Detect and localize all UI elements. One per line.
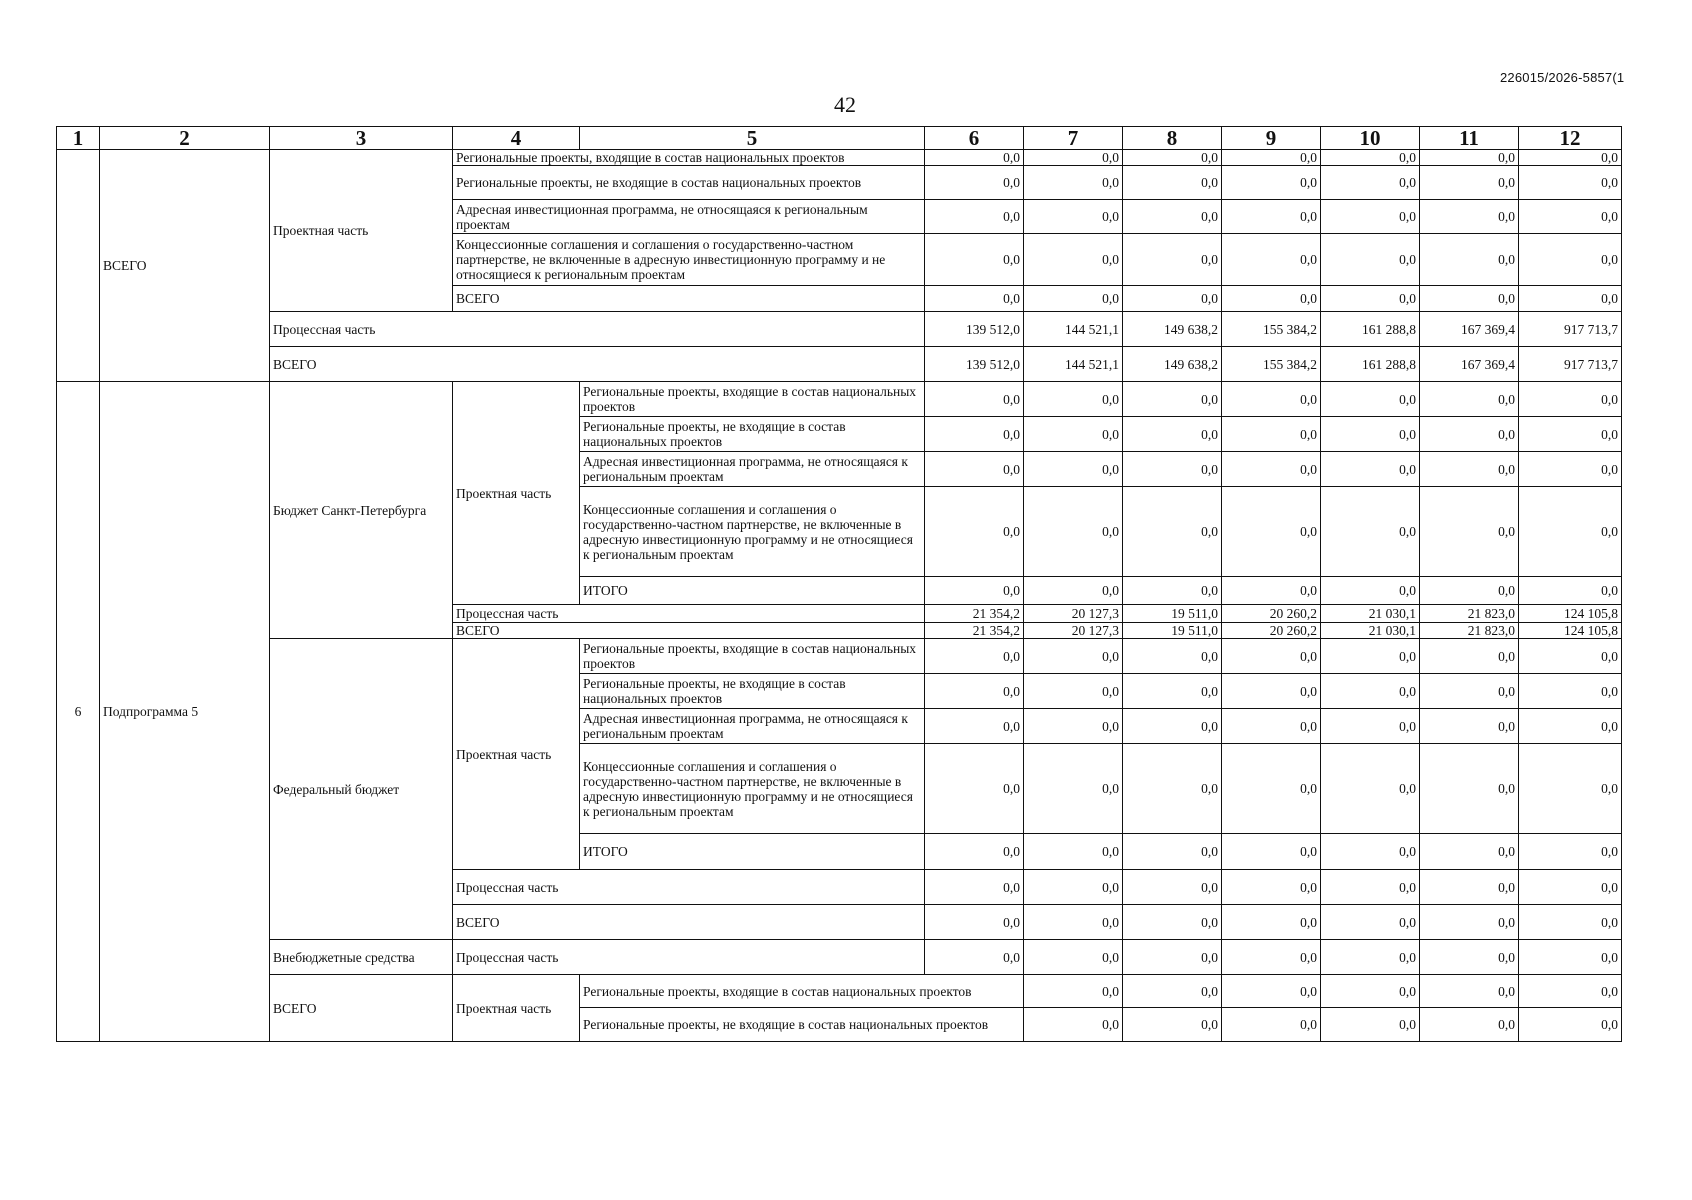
value-cell: 0,0 bbox=[1024, 382, 1123, 417]
value-cell: 0,0 bbox=[1222, 870, 1321, 905]
proektnaya-label: Проектная часть bbox=[453, 639, 580, 870]
value-cell: 0,0 bbox=[1321, 286, 1420, 312]
processnaya-label: Процессная часть bbox=[453, 605, 925, 623]
table-row bbox=[57, 639, 1622, 674]
value-cell: 19 511,0 bbox=[1123, 623, 1222, 639]
value-cell: 0,0 bbox=[1321, 709, 1420, 744]
value-cell: 0,0 bbox=[1519, 744, 1622, 834]
value-cell: 0,0 bbox=[1420, 150, 1519, 166]
value-cell: 0,0 bbox=[1024, 487, 1123, 577]
value-cell: 19 511,0 bbox=[1123, 605, 1222, 623]
value-cell: 155 384,2 bbox=[1222, 347, 1321, 382]
proektnaya-label: Проектная часть bbox=[270, 150, 453, 312]
value-cell: 167 369,4 bbox=[1420, 312, 1519, 347]
value-cell: 0,0 bbox=[1321, 870, 1420, 905]
value-cell: 0,0 bbox=[1519, 940, 1622, 975]
value-cell: 0,0 bbox=[1222, 487, 1321, 577]
value-cell: 0,0 bbox=[925, 150, 1024, 166]
value-cell: 167 369,4 bbox=[1420, 347, 1519, 382]
value-cell: 0,0 bbox=[1519, 286, 1622, 312]
value-cell: 0,0 bbox=[1024, 905, 1123, 940]
value-cell: 0,0 bbox=[1321, 744, 1420, 834]
value-cell: 0,0 bbox=[1420, 905, 1519, 940]
value-cell: 0,0 bbox=[1024, 870, 1123, 905]
value-cell: 917 713,7 bbox=[1519, 312, 1622, 347]
value-cell: 0,0 bbox=[1123, 200, 1222, 234]
value-cell: 0,0 bbox=[1321, 1008, 1420, 1042]
value-cell: 0,0 bbox=[1123, 286, 1222, 312]
value-cell: 0,0 bbox=[1024, 834, 1123, 870]
value-cell: 0,0 bbox=[925, 417, 1024, 452]
column-header: 12 bbox=[1519, 127, 1622, 150]
value-cell: 0,0 bbox=[1222, 1008, 1321, 1042]
aip-label: Адресная инвестиционная программа, не относящаяся к региональным проектам bbox=[580, 709, 925, 744]
concession-label: Концессионные соглашения и соглашения о государственно-частном партнерстве, не включенные в адресную инвестиционную программу и не относящиеся к региональным проектам bbox=[453, 234, 925, 286]
value-cell: 0,0 bbox=[1222, 577, 1321, 605]
column-header: 2 bbox=[100, 127, 270, 150]
table-row bbox=[57, 975, 1622, 1008]
value-cell: 139 512,0 bbox=[925, 347, 1024, 382]
value-cell: 0,0 bbox=[1222, 417, 1321, 452]
value-cell: 0,0 bbox=[925, 487, 1024, 577]
value-cell: 0,0 bbox=[1123, 150, 1222, 166]
value-cell: 21 354,2 bbox=[925, 623, 1024, 639]
value-cell: 0,0 bbox=[1222, 200, 1321, 234]
value-cell: 0,0 bbox=[1321, 417, 1420, 452]
value-cell: 21 030,1 bbox=[1321, 623, 1420, 639]
value-cell: 0,0 bbox=[925, 286, 1024, 312]
vsego-label: ВСЕГО bbox=[453, 623, 925, 639]
value-cell: 0,0 bbox=[1123, 382, 1222, 417]
value-cell: 0,0 bbox=[1519, 150, 1622, 166]
value-cell: 0,0 bbox=[925, 382, 1024, 417]
value-cell: 124 105,8 bbox=[1519, 623, 1622, 639]
value-cell: 0,0 bbox=[1222, 975, 1321, 1008]
value-cell: 0,0 bbox=[1123, 905, 1222, 940]
value-cell: 0,0 bbox=[1123, 166, 1222, 200]
vsego-label: ВСЕГО bbox=[453, 286, 925, 312]
value-cell: 0,0 bbox=[1024, 234, 1123, 286]
value-cell: 0,0 bbox=[1519, 639, 1622, 674]
value-cell: 0,0 bbox=[1024, 1008, 1123, 1042]
column-header: 10 bbox=[1321, 127, 1420, 150]
value-cell: 0,0 bbox=[1024, 150, 1123, 166]
row-number-cell bbox=[57, 150, 100, 382]
column-header: 1 bbox=[57, 127, 100, 150]
aip-label: Адресная инвестиционная программа, не относящаяся к региональным проектам bbox=[453, 200, 925, 234]
value-cell: 0,0 bbox=[1321, 234, 1420, 286]
value-cell: 0,0 bbox=[1321, 166, 1420, 200]
value-cell: 0,0 bbox=[925, 905, 1024, 940]
value-cell: 0,0 bbox=[1123, 452, 1222, 487]
value-cell: 0,0 bbox=[1420, 744, 1519, 834]
value-cell: 149 638,2 bbox=[1123, 312, 1222, 347]
value-cell: 0,0 bbox=[1321, 674, 1420, 709]
value-cell: 0,0 bbox=[1024, 709, 1123, 744]
value-cell: 0,0 bbox=[1024, 975, 1123, 1008]
column-header: 5 bbox=[580, 127, 925, 150]
value-cell: 139 512,0 bbox=[925, 312, 1024, 347]
value-cell: 0,0 bbox=[925, 674, 1024, 709]
value-cell: 124 105,8 bbox=[1519, 605, 1622, 623]
value-cell: 0,0 bbox=[1420, 452, 1519, 487]
budget-fed-label: Федеральный бюджет bbox=[270, 639, 453, 940]
value-cell: 149 638,2 bbox=[1123, 347, 1222, 382]
value-cell: 0,0 bbox=[1420, 870, 1519, 905]
value-cell: 0,0 bbox=[1519, 417, 1622, 452]
vsego-label: ВСЕГО bbox=[453, 905, 925, 940]
value-cell: 0,0 bbox=[1519, 452, 1622, 487]
value-cell: 0,0 bbox=[1519, 709, 1622, 744]
value-cell: 0,0 bbox=[1420, 417, 1519, 452]
value-cell: 0,0 bbox=[1519, 975, 1622, 1008]
value-cell: 0,0 bbox=[1420, 674, 1519, 709]
rp-out-label: Региональные проекты, не входящие в состав национальных проектов bbox=[453, 166, 925, 200]
value-cell: 0,0 bbox=[1123, 975, 1222, 1008]
value-cell: 0,0 bbox=[1222, 150, 1321, 166]
value-cell: 0,0 bbox=[1123, 234, 1222, 286]
value-cell: 0,0 bbox=[1024, 940, 1123, 975]
rp-in-label: Региональные проекты, входящие в состав национальных проектов bbox=[580, 639, 925, 674]
proektnaya-label: Проектная часть bbox=[453, 975, 580, 1042]
value-cell: 0,0 bbox=[1024, 452, 1123, 487]
value-cell: 20 127,3 bbox=[1024, 623, 1123, 639]
table-row bbox=[57, 382, 1622, 417]
value-cell: 0,0 bbox=[1519, 674, 1622, 709]
value-cell: 0,0 bbox=[925, 452, 1024, 487]
value-cell: 0,0 bbox=[925, 709, 1024, 744]
value-cell: 0,0 bbox=[1024, 200, 1123, 234]
value-cell: 0,0 bbox=[1123, 639, 1222, 674]
value-cell: 144 521,1 bbox=[1024, 347, 1123, 382]
value-cell: 0,0 bbox=[1024, 417, 1123, 452]
value-cell: 0,0 bbox=[1420, 200, 1519, 234]
value-cell: 0,0 bbox=[1123, 674, 1222, 709]
value-cell: 0,0 bbox=[1222, 234, 1321, 286]
value-cell: 0,0 bbox=[925, 234, 1024, 286]
value-cell: 0,0 bbox=[1321, 639, 1420, 674]
value-cell: 0,0 bbox=[925, 200, 1024, 234]
value-cell: 0,0 bbox=[1519, 834, 1622, 870]
value-cell: 0,0 bbox=[925, 639, 1024, 674]
proektnaya-label: Проектная часть bbox=[453, 382, 580, 605]
column-header: 11 bbox=[1420, 127, 1519, 150]
value-cell: 0,0 bbox=[1123, 487, 1222, 577]
value-cell: 0,0 bbox=[1321, 905, 1420, 940]
budget-spb-label: Бюджет Санкт-Петербурга bbox=[270, 382, 453, 639]
value-cell: 0,0 bbox=[1420, 639, 1519, 674]
value-cell: 0,0 bbox=[1024, 639, 1123, 674]
subprogram-label: Подпрограмма 5 bbox=[100, 382, 270, 1042]
value-cell: 0,0 bbox=[1024, 577, 1123, 605]
value-cell: 0,0 bbox=[1321, 834, 1420, 870]
value-cell: 20 260,2 bbox=[1222, 623, 1321, 639]
value-cell: 0,0 bbox=[925, 577, 1024, 605]
value-cell: 0,0 bbox=[1123, 1008, 1222, 1042]
value-cell: 20 127,3 bbox=[1024, 605, 1123, 623]
value-cell: 155 384,2 bbox=[1222, 312, 1321, 347]
processnaya-label: Процессная часть bbox=[453, 940, 925, 975]
value-cell: 0,0 bbox=[1024, 286, 1123, 312]
value-cell: 0,0 bbox=[1321, 487, 1420, 577]
value-cell: 0,0 bbox=[1024, 674, 1123, 709]
value-cell: 0,0 bbox=[1420, 940, 1519, 975]
table-row bbox=[57, 312, 1622, 347]
column-header: 9 bbox=[1222, 127, 1321, 150]
value-cell: 0,0 bbox=[1123, 577, 1222, 605]
value-cell: 0,0 bbox=[1519, 487, 1622, 577]
value-cell: 0,0 bbox=[1519, 905, 1622, 940]
value-cell: 21 030,1 bbox=[1321, 605, 1420, 623]
value-cell: 21 354,2 bbox=[925, 605, 1024, 623]
itogo-label: ИТОГО bbox=[580, 577, 925, 605]
value-cell: 0,0 bbox=[1420, 487, 1519, 577]
value-cell: 0,0 bbox=[1123, 417, 1222, 452]
value-cell: 161 288,8 bbox=[1321, 312, 1420, 347]
column-header: 7 bbox=[1024, 127, 1123, 150]
value-cell: 0,0 bbox=[1519, 870, 1622, 905]
column-header: 3 bbox=[270, 127, 453, 150]
value-cell: 0,0 bbox=[1420, 234, 1519, 286]
value-cell: 0,0 bbox=[1420, 286, 1519, 312]
value-cell: 0,0 bbox=[1321, 577, 1420, 605]
value-cell: 0,0 bbox=[1321, 150, 1420, 166]
program-label: ВСЕГО bbox=[100, 150, 270, 382]
rp-out-label: Региональные проекты, не входящие в состав национальных проектов bbox=[580, 674, 925, 709]
value-cell: 0,0 bbox=[1519, 234, 1622, 286]
table-row bbox=[57, 940, 1622, 975]
row-number-cell: 6 bbox=[57, 382, 100, 1042]
value-cell: 0,0 bbox=[925, 834, 1024, 870]
value-cell: 0,0 bbox=[1321, 940, 1420, 975]
aip-label: Адресная инвестиционная программа, не относящаяся к региональным проектам bbox=[580, 452, 925, 487]
rp-in-label: Региональные проекты, входящие в состав национальных проектов bbox=[453, 150, 925, 166]
value-cell: 0,0 bbox=[925, 940, 1024, 975]
column-header: 8 bbox=[1123, 127, 1222, 150]
value-cell: 0,0 bbox=[1222, 709, 1321, 744]
value-cell: 0,0 bbox=[1519, 200, 1622, 234]
header-row bbox=[57, 127, 1622, 150]
value-cell: 0,0 bbox=[1222, 905, 1321, 940]
value-cell: 0,0 bbox=[1123, 744, 1222, 834]
rp-out-label: Региональные проекты, не входящие в состав национальных проектов bbox=[580, 417, 925, 452]
value-cell: 0,0 bbox=[1123, 870, 1222, 905]
table-row bbox=[57, 347, 1622, 382]
rp-in-label: Региональные проекты, входящие в состав национальных проектов bbox=[580, 975, 1024, 1008]
value-cell: 0,0 bbox=[1420, 834, 1519, 870]
processnaya-label: Процессная часть bbox=[453, 870, 925, 905]
value-cell: 0,0 bbox=[1222, 639, 1321, 674]
value-cell: 20 260,2 bbox=[1222, 605, 1321, 623]
value-cell: 0,0 bbox=[1222, 834, 1321, 870]
value-cell: 0,0 bbox=[1420, 709, 1519, 744]
concession-label: Концессионные соглашения и соглашения о государственно-частном партнерстве, не включенные в адресную инвестиционную программу и не относящиеся к региональным проектам bbox=[580, 487, 925, 577]
value-cell: 161 288,8 bbox=[1321, 347, 1420, 382]
value-cell: 0,0 bbox=[1321, 382, 1420, 417]
value-cell: 0,0 bbox=[1519, 1008, 1622, 1042]
value-cell: 0,0 bbox=[1420, 1008, 1519, 1042]
value-cell: 0,0 bbox=[1420, 382, 1519, 417]
value-cell: 0,0 bbox=[1321, 975, 1420, 1008]
rp-in-label: Региональные проекты, входящие в состав национальных проектов bbox=[580, 382, 925, 417]
itogo-label: ИТОГО bbox=[580, 834, 925, 870]
value-cell: 0,0 bbox=[1024, 744, 1123, 834]
value-cell: 21 823,0 bbox=[1420, 623, 1519, 639]
value-cell: 0,0 bbox=[1519, 382, 1622, 417]
value-cell: 0,0 bbox=[1519, 166, 1622, 200]
value-cell: 0,0 bbox=[1123, 709, 1222, 744]
budget-extra-label: Внебюджетные средства bbox=[270, 940, 453, 975]
value-cell: 917 713,7 bbox=[1519, 347, 1622, 382]
value-cell: 0,0 bbox=[1519, 577, 1622, 605]
rp-out-label: Региональные проекты, не входящие в состав национальных проектов bbox=[580, 1008, 1024, 1042]
program-label: ВСЕГО bbox=[270, 975, 453, 1042]
concession-label: Концессионные соглашения и соглашения о государственно-частном партнерстве, не включенные в адресную инвестиционную программу и не относящиеся к региональным проектам bbox=[580, 744, 925, 834]
value-cell: 0,0 bbox=[1420, 166, 1519, 200]
document-id: 226015/2026-5857(1 bbox=[1500, 70, 1625, 85]
value-cell: 0,0 bbox=[1420, 975, 1519, 1008]
value-cell: 0,0 bbox=[1024, 166, 1123, 200]
value-cell: 0,0 bbox=[1321, 200, 1420, 234]
value-cell: 0,0 bbox=[1123, 940, 1222, 975]
column-header: 6 bbox=[925, 127, 1024, 150]
value-cell: 144 521,1 bbox=[1024, 312, 1123, 347]
value-cell: 0,0 bbox=[1222, 286, 1321, 312]
vsego-label: ВСЕГО bbox=[270, 347, 925, 382]
value-cell: 0,0 bbox=[925, 744, 1024, 834]
value-cell: 0,0 bbox=[925, 870, 1024, 905]
financing-table bbox=[56, 126, 1622, 1042]
value-cell: 0,0 bbox=[1222, 166, 1321, 200]
value-cell: 0,0 bbox=[1222, 744, 1321, 834]
value-cell: 21 823,0 bbox=[1420, 605, 1519, 623]
value-cell: 0,0 bbox=[1222, 452, 1321, 487]
page-number: 42 bbox=[834, 92, 856, 117]
value-cell: 0,0 bbox=[1222, 382, 1321, 417]
value-cell: 0,0 bbox=[1420, 577, 1519, 605]
value-cell: 0,0 bbox=[1123, 834, 1222, 870]
column-header: 4 bbox=[453, 127, 580, 150]
value-cell: 0,0 bbox=[925, 166, 1024, 200]
processnaya-label: Процессная часть bbox=[270, 312, 925, 347]
table-row bbox=[57, 150, 1622, 166]
value-cell: 0,0 bbox=[1321, 452, 1420, 487]
value-cell: 0,0 bbox=[1222, 940, 1321, 975]
value-cell: 0,0 bbox=[1222, 674, 1321, 709]
